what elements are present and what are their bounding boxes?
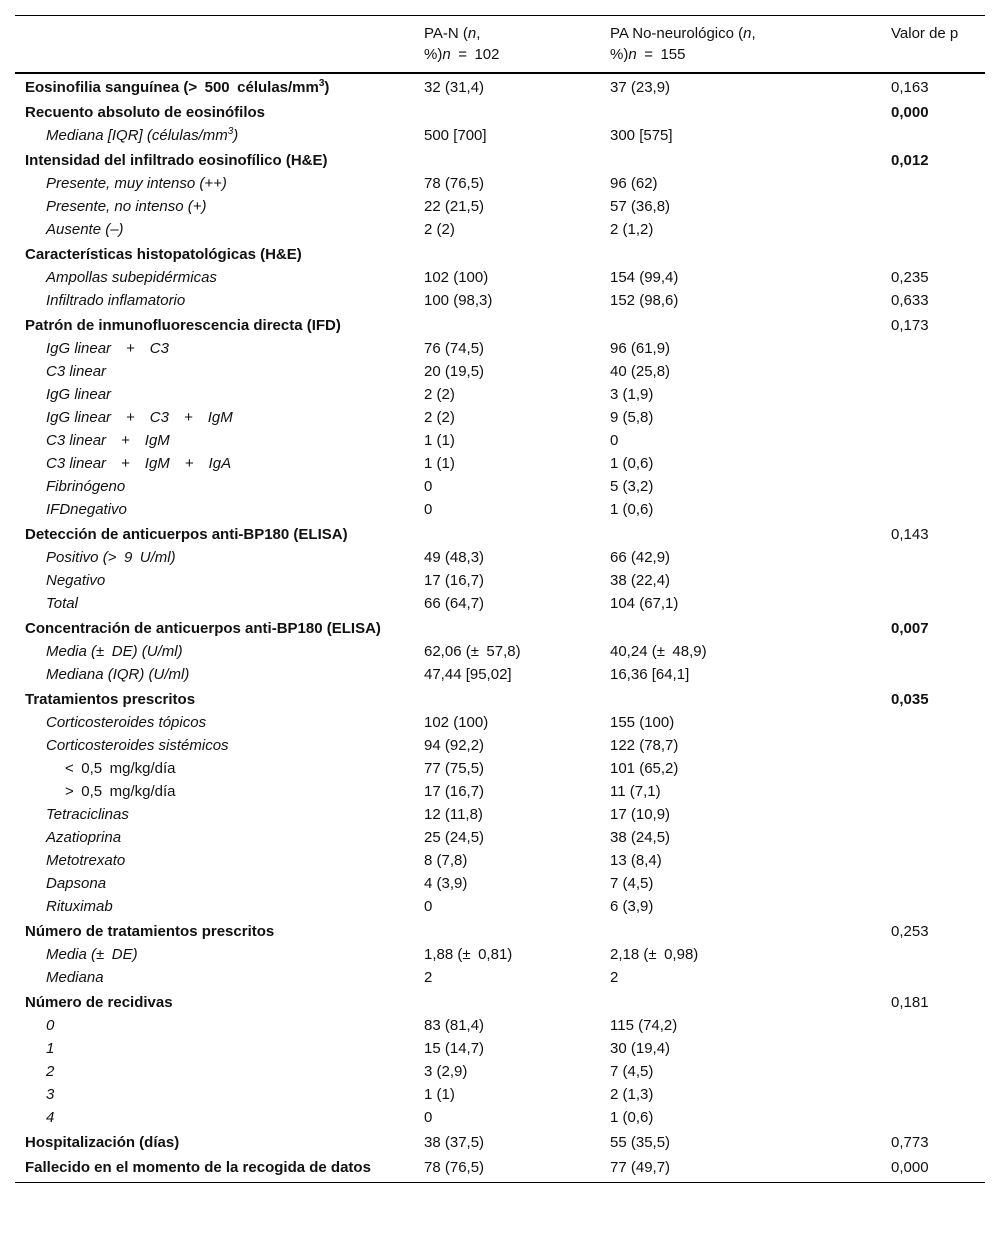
table-row: [15, 943, 985, 966]
cell-p-value: 0,235: [891, 269, 929, 286]
header-pa-n: PA-N (n, %)n = 102: [424, 25, 500, 63]
row-label-text: IFDnegativo: [46, 501, 127, 518]
row-label-text: Concentración de anticuerpos anti-BP180 (ELISA): [25, 620, 381, 637]
row-label-text: IgG linear: [46, 386, 112, 403]
row-label-text: Fibrinógeno: [46, 478, 126, 495]
row-label: [15, 266, 424, 289]
cell-pa-n: 25 (24,5): [424, 829, 485, 846]
row-label: [15, 615, 424, 640]
cell-p-value: [891, 1083, 985, 1106]
table-row: [15, 218, 985, 241]
header-p-value: Valor de p: [891, 25, 959, 42]
cell-pa-n: 15 (14,7): [424, 1040, 485, 1057]
row-label: [15, 918, 424, 943]
cell-pa-n: 20 (19,5): [424, 363, 485, 380]
row-label-text: Eosinofilia sanguínea (> 500 células/mm: [25, 79, 319, 96]
cell-p-value: [891, 241, 985, 266]
table-row: [15, 711, 985, 734]
cell-pa-no-neurologico: 154 (99,4): [610, 269, 679, 286]
row-label-text: Negativo: [46, 572, 106, 589]
cell-pa-n: 17 (16,7): [424, 783, 485, 800]
row-label: [15, 1154, 424, 1183]
cell-pa-no-neurologico: 300 [575]: [610, 127, 673, 144]
cell-p-value: [891, 546, 985, 569]
cell-pa-no-neurologico: 40 (25,8): [610, 363, 671, 380]
cell-pa-n: 77 (75,5): [424, 760, 485, 777]
cell-p-value: [891, 475, 985, 498]
cell-pa-n: 102 (100): [424, 269, 489, 286]
table-row: [15, 872, 985, 895]
cell-pa-n: 8 (7,8): [424, 852, 468, 869]
cell-p-value: 0,007: [891, 620, 929, 637]
cell-pa-n: 66 (64,7): [424, 595, 485, 612]
table-row: [15, 475, 985, 498]
cell-p-value: [891, 780, 985, 803]
cell-pa-n: 2 (2): [424, 386, 455, 403]
row-label-text: Recuento absoluto de eosinófilos: [25, 104, 266, 121]
row-label: [15, 1037, 424, 1060]
cell-p-value: [891, 429, 985, 452]
table-row: [15, 1083, 985, 1106]
cell-p-value: [891, 592, 985, 615]
cell-p-value: [891, 406, 985, 429]
data-table-container: [15, 15, 985, 1183]
table-row: [15, 1060, 985, 1083]
cell-p-value: [891, 711, 985, 734]
cell-p-value: [891, 172, 985, 195]
cell-pa-no-neurologico: 2,18 (± 0,98): [610, 946, 699, 963]
row-label: [15, 826, 424, 849]
cell-pa-no-neurologico: 6 (3,9): [610, 898, 654, 915]
row-label: [15, 521, 424, 546]
cell-pa-no-neurologico: 40,24 (± 48,9): [610, 643, 707, 660]
row-label: [15, 289, 424, 312]
cell-pa-n: 49 (48,3): [424, 549, 485, 566]
cell-pa-no-neurologico: 7 (4,5): [610, 1063, 654, 1080]
row-label: [15, 640, 424, 663]
cell-pa-no-neurologico: [610, 686, 891, 711]
table-row: [15, 989, 985, 1014]
row-label-text: 4: [46, 1109, 55, 1126]
cell-p-value: [891, 383, 985, 406]
table-row: [15, 966, 985, 989]
row-label: [15, 337, 424, 360]
cell-pa-no-neurologico: 2 (1,2): [610, 221, 654, 238]
cell-pa-no-neurologico: 101 (65,2): [610, 760, 679, 777]
cell-pa-n: 0: [424, 478, 433, 495]
cell-pa-no-neurologico: 17 (10,9): [610, 806, 671, 823]
row-label: [15, 989, 424, 1014]
table-row: [15, 99, 985, 124]
row-label: [15, 1083, 424, 1106]
row-label-text: IgG linear + C3: [46, 340, 169, 357]
row-label: [15, 1014, 424, 1037]
table-row: [15, 266, 985, 289]
row-label-text: Mediana (IQR) (U/ml): [46, 666, 190, 683]
cell-p-value: 0,143: [891, 526, 929, 543]
cell-pa-no-neurologico: 152 (98,6): [610, 292, 679, 309]
cell-pa-n: 2 (2): [424, 409, 455, 426]
cell-pa-n: [424, 989, 610, 1014]
table-row: [15, 918, 985, 943]
table-row: [15, 289, 985, 312]
row-label: [15, 360, 424, 383]
header-pa-no-neurologico: PA No-neurológico (n, %)n = 155: [610, 25, 756, 63]
cell-pa-n: 32 (31,4): [424, 79, 485, 96]
cell-pa-n: 102 (100): [424, 714, 489, 731]
cell-pa-no-neurologico: 11 (7,1): [610, 783, 661, 800]
cell-pa-n: 12 (11,8): [424, 806, 483, 823]
cell-pa-n: [424, 615, 610, 640]
cell-p-value: 0,253: [891, 923, 929, 940]
row-label: [15, 147, 424, 172]
cell-pa-n: 500 [700]: [424, 127, 487, 144]
cell-pa-n: 78 (76,5): [424, 1159, 485, 1176]
row-label-text: 2: [46, 1063, 55, 1080]
cell-pa-no-neurologico: 9 (5,8): [610, 409, 654, 426]
cell-p-value: [891, 895, 985, 918]
row-label-text: 3: [46, 1086, 55, 1103]
row-label: [15, 406, 424, 429]
row-label: [15, 872, 424, 895]
cell-pa-no-neurologico: 155 (100): [610, 714, 675, 731]
table-row: [15, 546, 985, 569]
table-body: [15, 73, 985, 1183]
cell-pa-n: 0: [424, 1109, 433, 1126]
cell-pa-no-neurologico: 0: [610, 432, 619, 449]
cell-pa-no-neurologico: 57 (36,8): [610, 198, 671, 215]
row-label: [15, 849, 424, 872]
cell-pa-n: 1 (1): [424, 432, 455, 449]
row-label-text: C3 linear: [46, 363, 107, 380]
row-label-text: Ampollas subepidérmicas: [46, 269, 217, 286]
table-row: [15, 1154, 985, 1183]
cell-pa-no-neurologico: 38 (22,4): [610, 572, 671, 589]
row-label: [15, 99, 424, 124]
table-row: [15, 895, 985, 918]
row-label-text: Patrón de inmunofluorescencia directa (IFD): [25, 317, 341, 334]
row-label: [15, 780, 424, 803]
row-label-text: Positivo (> 9 U/ml): [46, 549, 176, 566]
row-label-text: Hospitalización (días): [25, 1134, 180, 1151]
cell-p-value: 0,000: [891, 104, 929, 121]
cell-p-value: [891, 966, 985, 989]
table-row: [15, 686, 985, 711]
row-label-text: Características histopatológicas (H&E): [25, 246, 302, 263]
row-label-text: Fallecido en el momento de la recogida de datos: [25, 1159, 371, 1176]
cell-pa-n: 22 (21,5): [424, 198, 485, 215]
cell-pa-no-neurologico: [610, 147, 891, 172]
cell-p-value: 0,000: [891, 1159, 929, 1176]
row-label-text: C3 linear + IgM: [46, 432, 170, 449]
table-row: [15, 124, 985, 147]
row-label: [15, 312, 424, 337]
cell-p-value: [891, 1060, 985, 1083]
table-row: [15, 615, 985, 640]
row-label: [15, 452, 424, 475]
cell-pa-no-neurologico: 2 (1,3): [610, 1086, 654, 1103]
row-label: [15, 172, 424, 195]
row-label: [15, 241, 424, 266]
cell-p-value: [891, 452, 985, 475]
cell-p-value: [891, 218, 985, 241]
row-label-text: Rituximab: [46, 898, 113, 915]
cell-pa-no-neurologico: 96 (62): [610, 175, 658, 192]
cell-p-value: [891, 640, 985, 663]
cell-p-value: 0,181: [891, 994, 929, 1011]
cell-p-value: [891, 826, 985, 849]
row-label: [15, 711, 424, 734]
table-row: [15, 757, 985, 780]
row-label-text: Media (± DE): [46, 946, 138, 963]
row-label: [15, 124, 424, 147]
row-label-text: IgG linear + C3 + IgM: [46, 409, 233, 426]
cell-pa-no-neurologico: 96 (61,9): [610, 340, 671, 357]
table-header-row: [15, 16, 985, 74]
cell-p-value: [891, 1037, 985, 1060]
cell-p-value: [891, 803, 985, 826]
row-label-text: Presente, no intenso (+): [46, 198, 207, 215]
cell-pa-n: 1 (1): [424, 455, 455, 472]
row-label: [15, 569, 424, 592]
row-label: [15, 734, 424, 757]
row-label: [15, 803, 424, 826]
table-row: [15, 1106, 985, 1129]
cell-pa-no-neurologico: [610, 312, 891, 337]
cell-pa-no-neurologico: [610, 989, 891, 1014]
table-row: [15, 780, 985, 803]
row-label-text: Número de tratamientos prescritos: [25, 923, 275, 940]
cell-pa-n: 4 (3,9): [424, 875, 468, 892]
cell-p-value: [891, 124, 985, 147]
cell-pa-n: 17 (16,7): [424, 572, 485, 589]
cell-pa-n: 0: [424, 501, 433, 518]
table-row: [15, 195, 985, 218]
row-label: [15, 429, 424, 452]
cell-p-value: [891, 734, 985, 757]
cell-p-value: [891, 1014, 985, 1037]
table-row: [15, 498, 985, 521]
cell-pa-no-neurologico: [610, 615, 891, 640]
row-label-text: C3 linear + IgM + IgA: [46, 455, 232, 472]
comparison-table: [15, 15, 985, 1183]
cell-p-value: [891, 943, 985, 966]
cell-pa-n: [424, 521, 610, 546]
cell-p-value: [891, 663, 985, 686]
cell-pa-no-neurologico: 1 (0,6): [610, 455, 654, 472]
table-row: [15, 406, 985, 429]
cell-pa-n: 62,06 (± 57,8): [424, 643, 521, 660]
table-row: [15, 734, 985, 757]
table-row: [15, 1129, 985, 1154]
row-label: [15, 1060, 424, 1083]
row-label-superscript: 3: [227, 126, 234, 137]
row-label-text: < 0,5 mg/kg/día: [65, 760, 176, 777]
row-label: [15, 546, 424, 569]
cell-pa-no-neurologico: 37 (23,9): [610, 79, 671, 96]
row-label-superscript: 3: [318, 78, 325, 89]
row-label-text: Detección de anticuerpos anti-BP180 (ELISA): [25, 526, 348, 543]
row-label-text: Mediana: [46, 969, 104, 986]
row-label-text: Intensidad del infiltrado eosinofílico (H&E): [25, 152, 328, 169]
row-label-text: Presente, muy intenso (++): [46, 175, 227, 192]
header-variable: [15, 16, 424, 74]
cell-pa-no-neurologico: 38 (24,5): [610, 829, 671, 846]
cell-p-value: [891, 849, 985, 872]
row-label-end: ): [324, 79, 330, 96]
table-row: [15, 360, 985, 383]
row-label-end: ): [233, 127, 239, 144]
cell-pa-no-neurologico: 5 (3,2): [610, 478, 654, 495]
table-row: [15, 241, 985, 266]
cell-p-value: 0,163: [891, 79, 929, 96]
table-row: [15, 337, 985, 360]
row-label-text: Azatioprina: [46, 829, 122, 846]
row-label: [15, 195, 424, 218]
cell-pa-n: [424, 99, 610, 124]
cell-pa-no-neurologico: 55 (35,5): [610, 1134, 671, 1151]
row-label-text: Corticosteroides sistémicos: [46, 737, 229, 754]
table-row: [15, 429, 985, 452]
row-label-text: Corticosteroides tópicos: [46, 714, 207, 731]
cell-pa-no-neurologico: 77 (49,7): [610, 1159, 671, 1176]
row-label: [15, 686, 424, 711]
table-row: [15, 569, 985, 592]
cell-pa-n: 83 (81,4): [424, 1017, 485, 1034]
cell-pa-n: 0: [424, 898, 433, 915]
cell-pa-no-neurologico: 30 (19,4): [610, 1040, 671, 1057]
row-label-text: Número de recidivas: [25, 994, 173, 1011]
cell-pa-n: [424, 686, 610, 711]
cell-pa-n: 100 (98,3): [424, 292, 493, 309]
row-label: [15, 498, 424, 521]
row-label: [15, 1106, 424, 1129]
table-row: [15, 640, 985, 663]
cell-pa-n: [424, 918, 610, 943]
table-row: [15, 663, 985, 686]
row-label: [15, 943, 424, 966]
cell-pa-n: 47,44 [95,02]: [424, 666, 512, 683]
row-label-text: Dapsona: [46, 875, 107, 892]
cell-pa-n: 94 (92,2): [424, 737, 485, 754]
row-label: [15, 966, 424, 989]
cell-p-value: 0,012: [891, 152, 929, 169]
row-label-text: Total: [46, 595, 78, 612]
cell-p-value: 0,035: [891, 691, 929, 708]
cell-p-value: 0,633: [891, 292, 929, 309]
table-row: [15, 73, 985, 99]
cell-pa-n: [424, 312, 610, 337]
cell-p-value: [891, 1106, 985, 1129]
cell-p-value: [891, 360, 985, 383]
row-label: [15, 73, 424, 99]
cell-pa-no-neurologico: 66 (42,9): [610, 549, 671, 566]
cell-pa-no-neurologico: 3 (1,9): [610, 386, 654, 403]
cell-pa-no-neurologico: 1 (0,6): [610, 501, 654, 518]
table-row: [15, 826, 985, 849]
cell-pa-n: [424, 241, 610, 266]
table-row: [15, 1014, 985, 1037]
table-row: [15, 849, 985, 872]
table-row: [15, 383, 985, 406]
row-label: [15, 895, 424, 918]
row-label: [15, 663, 424, 686]
table-row: [15, 147, 985, 172]
cell-pa-no-neurologico: [610, 521, 891, 546]
cell-pa-n: [424, 147, 610, 172]
cell-pa-no-neurologico: 1 (0,6): [610, 1109, 654, 1126]
row-label: [15, 1129, 424, 1154]
row-label: [15, 475, 424, 498]
cell-pa-no-neurologico: 13 (8,4): [610, 852, 662, 869]
row-label-text: Mediana [IQR] (células/mm: [46, 127, 228, 144]
cell-pa-no-neurologico: 7 (4,5): [610, 875, 654, 892]
cell-pa-n: 2 (2): [424, 221, 455, 238]
cell-pa-no-neurologico: [610, 99, 891, 124]
cell-pa-n: 38 (37,5): [424, 1134, 485, 1151]
table-row: [15, 803, 985, 826]
cell-pa-no-neurologico: 122 (78,7): [610, 737, 679, 754]
cell-p-value: 0,773: [891, 1134, 929, 1151]
cell-pa-n: 1,88 (± 0,81): [424, 946, 513, 963]
cell-p-value: [891, 498, 985, 521]
row-label: [15, 757, 424, 780]
cell-p-value: [891, 195, 985, 218]
row-label: [15, 218, 424, 241]
cell-pa-no-neurologico: 115 (74,2): [610, 1017, 678, 1034]
cell-pa-no-neurologico: 2: [610, 969, 619, 986]
cell-p-value: [891, 569, 985, 592]
cell-pa-n: 76 (74,5): [424, 340, 485, 357]
cell-pa-n: 78 (76,5): [424, 175, 485, 192]
cell-pa-n: 3 (2,9): [424, 1063, 468, 1080]
row-label-text: Ausente (–): [46, 221, 124, 238]
table-row: [15, 592, 985, 615]
cell-p-value: [891, 337, 985, 360]
row-label-text: Tratamientos prescritos: [25, 691, 196, 708]
row-label: [15, 383, 424, 406]
row-label-text: > 0,5 mg/kg/día: [65, 783, 176, 800]
table-row: [15, 1037, 985, 1060]
cell-p-value: 0,173: [891, 317, 929, 334]
cell-pa-no-neurologico: [610, 241, 891, 266]
row-label-text: Infiltrado inflamatorio: [46, 292, 186, 309]
row-label-text: 1: [46, 1040, 55, 1057]
table-row: [15, 452, 985, 475]
cell-pa-no-neurologico: 16,36 [64,1]: [610, 666, 690, 683]
table-row: [15, 521, 985, 546]
table-row: [15, 172, 985, 195]
cell-pa-no-neurologico: [610, 918, 891, 943]
row-label-text: Metotrexato: [46, 852, 126, 869]
table-row: [15, 312, 985, 337]
cell-pa-n: 2: [424, 969, 433, 986]
cell-pa-no-neurologico: 104 (67,1): [610, 595, 679, 612]
row-label: [15, 592, 424, 615]
row-label-text: Tetraciclinas: [46, 806, 129, 823]
cell-p-value: [891, 757, 985, 780]
row-label-text: 0: [46, 1017, 55, 1034]
cell-p-value: [891, 872, 985, 895]
cell-pa-n: 1 (1): [424, 1086, 455, 1103]
row-label-text: Media (± DE) (U/ml): [46, 643, 183, 660]
